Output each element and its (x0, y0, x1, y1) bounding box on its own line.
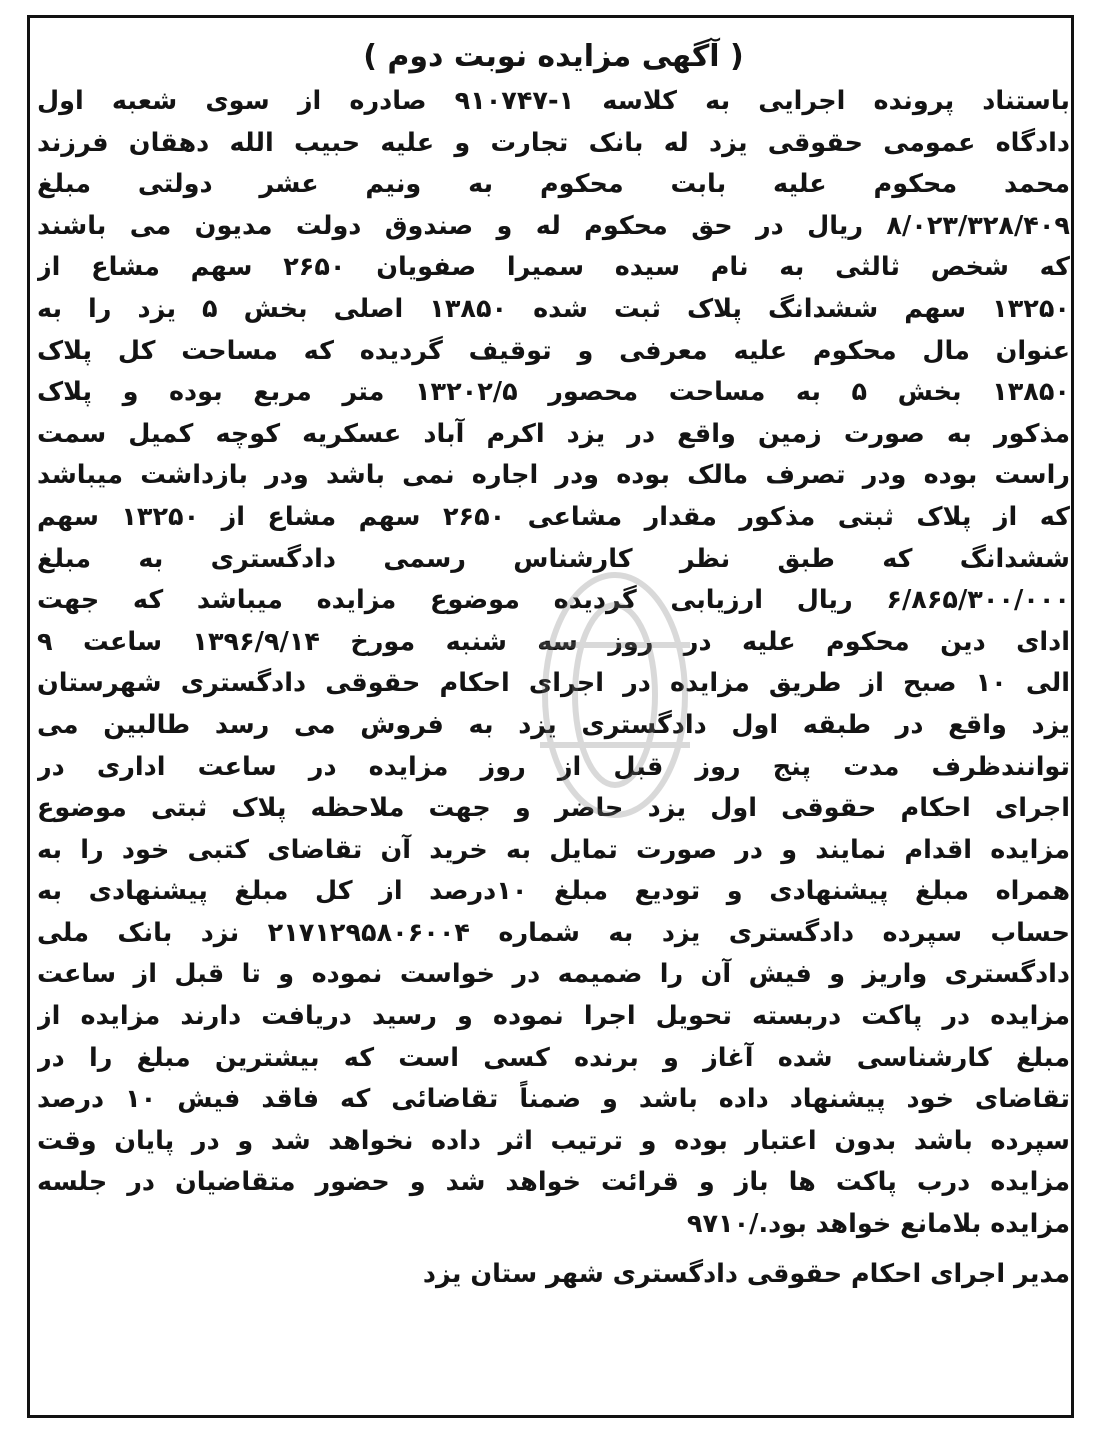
notice-line: ۱۳۲۵۰ سهم ششدانگ پلاک ثبت شده ۱۳۸۵۰ اصلی بخش ۵ یزد را به (37, 293, 1070, 324)
notice-line: دادگستری واریز و فیش آن را ضمیمه در خواست نموده و تا قبل از ساعت (37, 959, 1070, 990)
notice-line: باستناد پرونده اجرایی به کلاسه ۱-۹۱۰۷۴۷ صادره از سوی شعبه اول (37, 86, 1070, 116)
notice-line: ۸/۰۲۳/۳۲۸/۴۰۹ ریال در حق محکوم له و صندوق دولت مدیون می باشند (37, 210, 1070, 241)
notice-body (37, 81, 1070, 1246)
notice-line: سپرده باشد بدون اعتبار بوده و ترتیب اثر داده نخواهد شد و در پایان وقت (37, 1125, 1070, 1156)
notice-line: مذکور به صورت زمین واقع در یزد اکرم آباد عسکریه کوچه کمیل سمت (37, 418, 1070, 449)
notice-line: ادای دین محکوم علیه در روز سه شنبه مورخ ۱۳۹۶/۹/۱۴ ساعت ۹ (37, 626, 1070, 657)
notice-line: که شخص ثالثی به نام سیده سمیرا صفویان ۲۶۵۰ سهم مشاع از (37, 252, 1070, 283)
notice-line: تقاضای خود پیشنهاد داده باشد و ضمناً تقاضائی که فاقد فیش ۱۰ درصد (37, 1084, 1070, 1115)
notice-line: همراه مبلغ پیشنهادی و تودیع مبلغ ۱۰درصد از کل مبلغ پیشنهادی به (37, 876, 1070, 907)
signature-line: مدیر اجرای احکام حقوقی دادگستری شهر ستان یزد (422, 1258, 1070, 1289)
notice-line: عنوان مال محکوم علیه معرفی و توقیف گردیده که مساحت کل پلاک (37, 335, 1070, 366)
notice-line: محمد محکوم علیه بابت محکوم به ونیم عشر دولتی مبلغ (37, 169, 1070, 200)
notice-line: ششدانگ که طبق نظر کارشناس رسمی دادگستری به مبلغ (37, 543, 1070, 574)
notice-line: حساب سپرده دادگستری یزد به شماره ۲۱۷۱۲۹۵۸۰۶۰۰۴ نزد بانک ملی (37, 917, 1070, 948)
notice-line: مبلغ کارشناسی شده آغاز و برنده کسی است که بیشترین مبلغ را در (37, 1042, 1070, 1073)
notice-line: توانندظرف مدت پنج روز قبل از روز مزایده در ساعت اداری در (37, 751, 1070, 782)
notice-line: ۱۳۸۵۰ بخش ۵ به مساحت محصور ۱۳۲۰۲/۵ متر مربع بوده و پلاک (37, 377, 1070, 408)
notice-line: ۶/۸۶۵/۳۰۰/۰۰۰ ریال ارزیابی گردیده موضوع مزایده میباشد که جهت (37, 585, 1070, 616)
notice-line: اجرای احکام حقوقی اول یزد حاضر و جهت ملاحظه پلاک ثبتی موضوع (37, 793, 1070, 824)
notice-line-last: مزایده بلامانع خواهد بود./۹۷۱۰ (686, 1209, 1070, 1240)
notice-line: که از پلاک ثبتی مذکور مقدار مشاعی ۲۶۵۰ سهم مشاع از ۱۳۲۵۰ سهم (37, 501, 1070, 532)
notice-title: ( آگهی مزایده نوبت دوم ) (363, 39, 744, 74)
notice-line: مزایده در پاکت دربسته تحویل اجرا نموده و رسید دریافت دارند مزایده از (37, 1001, 1070, 1032)
notice-content (37, 35, 1070, 1296)
notice-line: راست بوده ودر تصرف مالک بوده ودر اجاره نمی باشد ودر بازداشت میباشد (37, 460, 1070, 491)
notice-line: مزایده درب پاکت ها باز و قرائت خواهد شد و حضور متقاضیان در جلسه (37, 1167, 1070, 1198)
notice-line: مزایده اقدام نمایند و در صورت تمایل به خرید آن تقاضای کتبی خود را به (37, 834, 1070, 865)
notice-line: دادگاه عمومی حقوقی یزد له بانک تجارت و علیه حبیب الله دهقان فرزند (37, 127, 1070, 158)
notice-line: یزد واقع در طبقه اول دادگستری یزد به فروش می رسد طالبین می (37, 709, 1070, 740)
notice-line: الی ۱۰ صبح از طریق مزایده در اجرای احکام حقوقی دادگستری شهرستان (37, 668, 1070, 699)
